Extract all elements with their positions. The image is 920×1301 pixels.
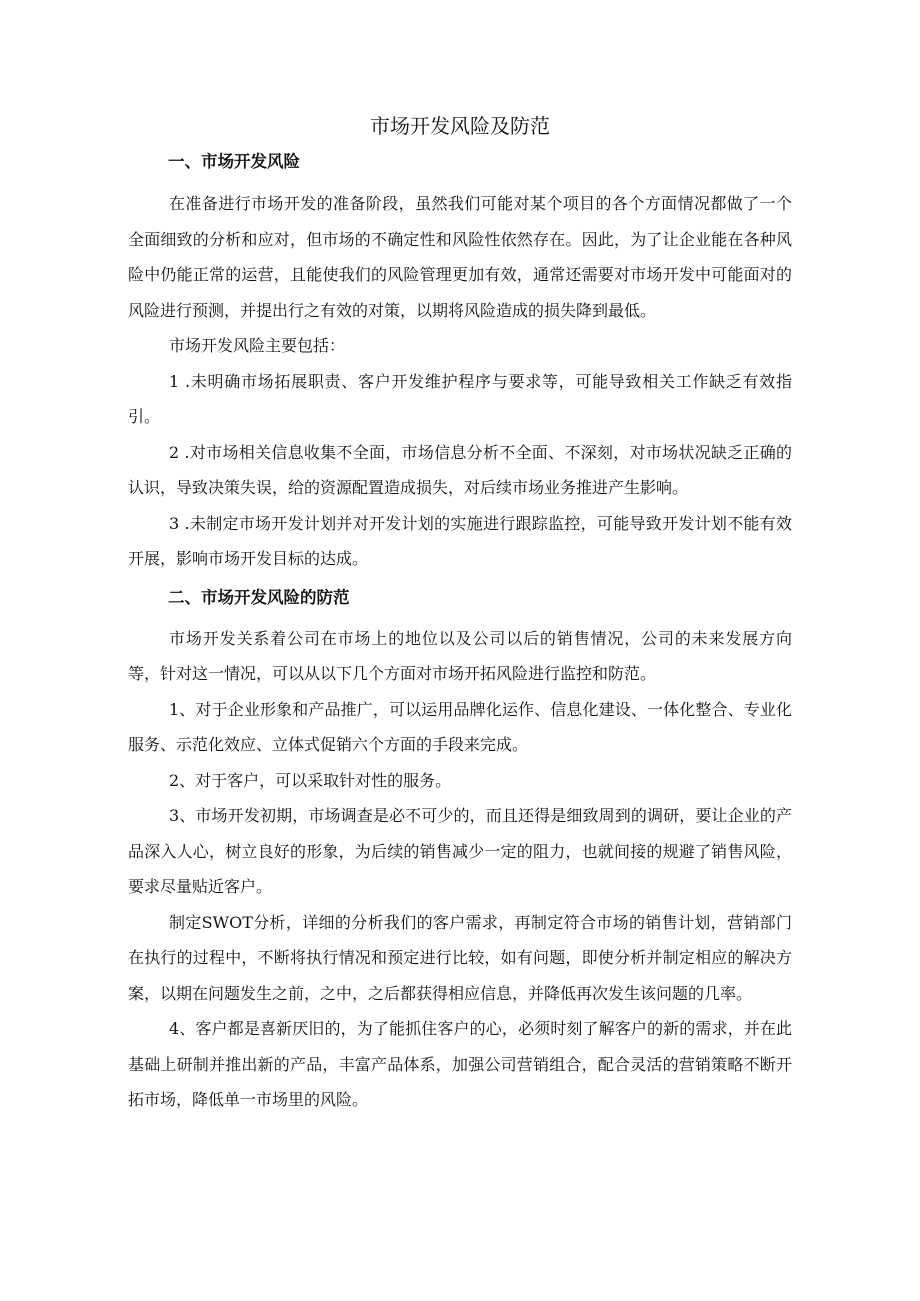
paragraph-prevention-item-3: 3、市场开发初期，市场调查是必不可少的，而且还得是细致周到的调研，要让企业的产品深入人心，树立良好的形象，为后续的销售减少一定的阻力，也就间接的规避了销售风险，要求尽量贴近客户。 [128, 806, 792, 896]
document-title: 市场开发风险及防范 [370, 114, 550, 138]
paragraph-risk-item-3: 3 .未制定市场开发计划并对开发计划的实施进行跟踪监控，可能导致开发计划不能有效开展，影响市场开发目标的达成。 [128, 513, 792, 568]
paragraph-prevention-item-2: 2、对于客户，可以采取针对性的服务。 [169, 770, 452, 790]
paragraph-swot: 制定SWOT分析，详细的分析我们的客户需求，再制定符合市场的销售计划，营销部门在执行的过程中，不断将执行情况和预定进行比较，如有问题，即使分析并制定相应的解决方案，以期在问题发生之前，之中，之后都获得相应信息，并降低再次发生该问题的几率。 [128, 912, 792, 1003]
paragraph-prevention-item-1: 1、对于企业形象和产品推广，可以运用品牌化运作、信息化建设、一体化整合、专业化服务、示范化效应、立体式促销六个方面的手段来完成。 [128, 699, 792, 754]
section-heading-risks: 一、市场开发风险 [168, 152, 300, 171]
paragraph-risk-item-2: 2 .对市场相关信息收集不全面，市场信息分析不全面、不深刻，对市场状况缺乏正确的认识，导致决策失误，给的资源配置造成损失，对后续市场业务推进产生影响。 [128, 442, 792, 497]
paragraph-intro: 在准备进行市场开发的准备阶段，虽然我们可能对某个项目的各个方面情况都做了一个全面细致的分析和应对，但市场的不确定性和风险性依然存在。因此，为了让企业能在各种风险中仍能正常的运营，且能使我们的风险管理更加有效，通常还需要对市场开发中可能面对的风险进行预测，并提出行之有效的对策，以期将风险造成的损失降到最低。 [128, 194, 792, 320]
paragraph-prevention-item-4: 4、客户都是喜新厌旧的，为了能抓住客户的心，必须时刻了解客户的新的需求，并在此基础上研制并推出新的产品，丰富产品体系，加强公司营销组合，配合灵活的营销策略不断开拓市场，降低单一市场里的风险。 [128, 1019, 792, 1109]
paragraph-prevention-intro: 市场开发关系着公司在市场上的地位以及公司以后的销售情况，公司的未来发展方向等，针对这一情况，可以从以下几个方面对市场开拓风险进行监控和防范。 [128, 628, 792, 683]
section-heading-prevention: 二、市场开发风险的防范 [168, 587, 350, 607]
paragraph-risk-item-1: 1 .未明确市场拓展职责、客户开发维护程序与要求等，可能导致相关工作缺乏有效指引。 [128, 371, 792, 426]
paragraph-risks-include: 市场开发风险主要包括： [169, 336, 346, 355]
document-body [128, 150, 792, 1118]
